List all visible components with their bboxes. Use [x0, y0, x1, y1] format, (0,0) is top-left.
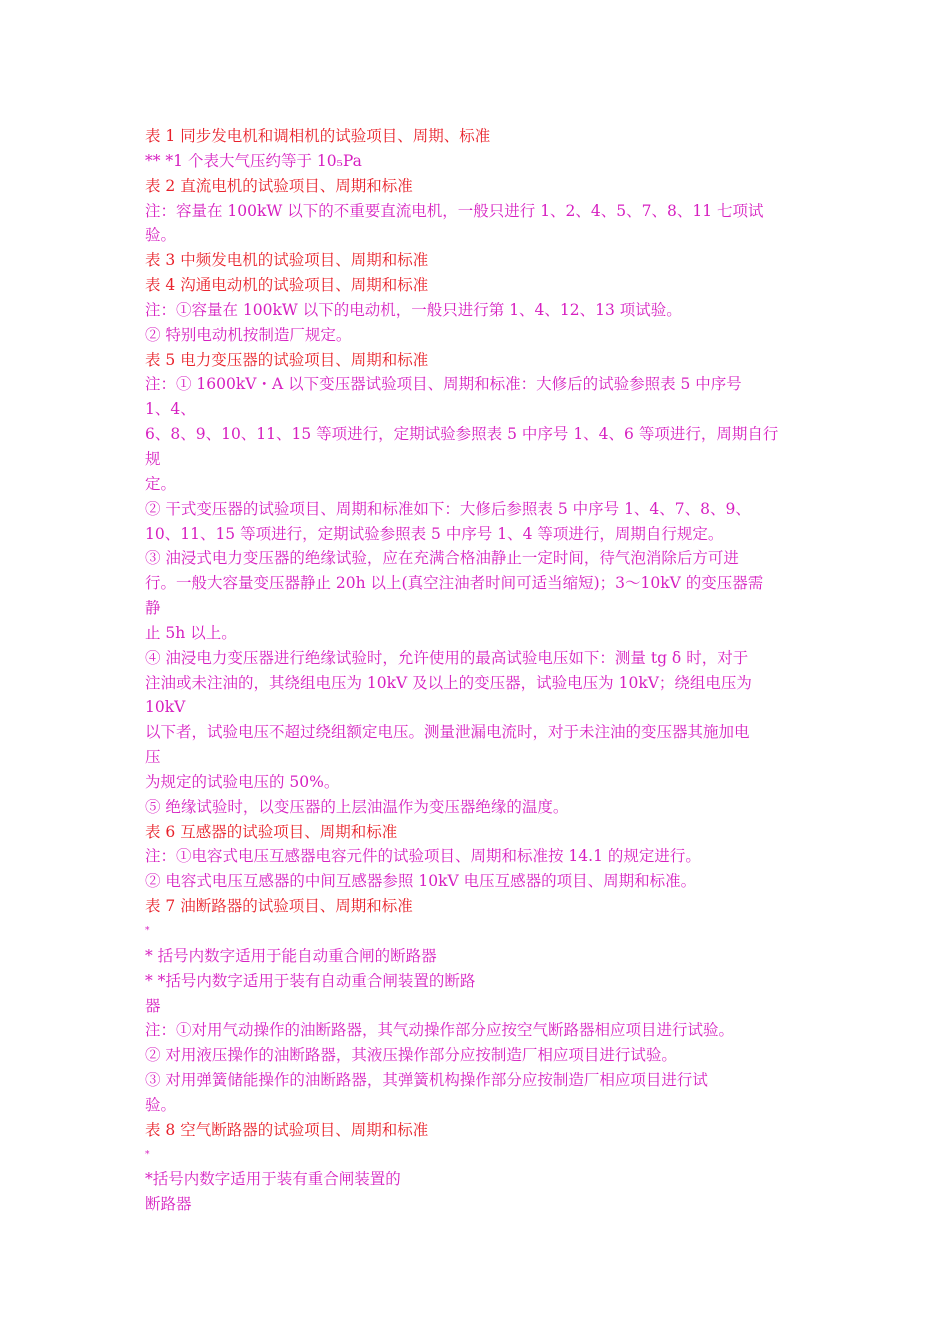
table-heading-line: 表 7 油断路器的试验项目、周期和标准 — [145, 897, 413, 916]
note-text-line: 器 — [145, 996, 161, 1015]
note-text-line: 以下者，试验电压不超过绕组额定电压。测量泄漏电流时，对于未注油的变压器其施加电 — [145, 723, 750, 742]
note-text-line: *括号内数字适用于装有重合闸装置的 — [145, 1170, 401, 1189]
note-text-line: 注：① 1600kV・A 以下变压器试验项目、周期和标准：大修后的试验参照表 5 中序号 — [145, 375, 742, 394]
note-text-line: ② 电容式电压互感器的中间互感器参照 10kV 电压互感器的项目、周期和标准。 — [145, 872, 697, 891]
note-text-line: 规 — [145, 449, 161, 468]
note-text-line: 注：容量在 100kW 以下的不重要直流电机，一般只进行 1、2、4、5、7、8、11 七项试 — [145, 201, 764, 220]
note-text-line: 验。 — [145, 226, 177, 245]
note-text-line: ② 干式变压器的试验项目、周期和标准如下：大修后参照表 5 中序号 1、4、7、8、9、 — [145, 499, 751, 518]
note-text-line: 10、11、15 等项进行，定期试验参照表 5 中序号 1、4 等项进行，周期自行规定。 — [145, 524, 724, 543]
note-text-line: * 括号内数字适用于能自动重合闸的断路器 — [145, 946, 437, 965]
note-text-line: 6、8、9、10、11、15 等项进行，定期试验参照表 5 中序号 1、4、6 等项进行，周期自行 — [145, 425, 779, 444]
note-text-line: * — [145, 1149, 150, 1160]
table-heading-line: 表 6 互感器的试验项目、周期和标准 — [145, 822, 398, 841]
note-text-line: ④ 油浸电力变压器进行绝缘试验时，允许使用的最高试验电压如下：测量 tg δ 时，对于 — [145, 648, 749, 667]
note-text-line: 注：①容量在 100kW 以下的电动机，一般只进行第 1、4、12、13 项试验。 — [145, 300, 682, 319]
table-heading-line: 表 3 中频发电机的试验项目、周期和标准 — [145, 251, 429, 270]
note-text-line: ② 对用液压操作的油断路器，其液压操作部分应按制造厂相应项目进行试验。 — [145, 1046, 677, 1065]
note-text-line: 为规定的试验电压的 50%。 — [145, 772, 340, 791]
note-text-line: ⑤ 绝缘试验时，以变压器的上层油温作为变压器绝缘的温度。 — [145, 797, 569, 816]
note-text-line: * *括号内数字适用于装有自动重合闸装置的断路 — [145, 971, 476, 990]
table-heading-line: 表 1 同步发电机和调相机的试验项目、周期、标准 — [145, 127, 491, 145]
note-text-line: 10kV — [145, 698, 186, 717]
note-text-line: ③ 对用弹簧储能操作的油断路器，其弹簧机构操作部分应按制造厂相应项目进行试 — [145, 1071, 708, 1090]
note-text-line: 行。一般大容量变压器静止 20h 以上(真空注油者时间可适当缩短)；3～10kV 的变压器需 — [145, 574, 764, 593]
note-text-line: 注油或未注油的，其绕组电压为 10kV 及以上的变压器，试验电压为 10kV；绕组电压为 — [145, 673, 752, 692]
note-text-line: * — [145, 926, 150, 936]
table-heading-line: 表 4 沟通电动机的试验项目、周期和标准 — [145, 276, 429, 295]
table-heading-line: 表 8 空气断路器的试验项目、周期和标准 — [145, 1120, 429, 1139]
note-text-line: 注：①电容式电压互感器电容元件的试验项目、周期和标准按 14.1 的规定进行。 — [145, 847, 701, 866]
note-text-line: ** *1 个表大气压约等于 10₅Pa — [145, 151, 362, 170]
note-text-line: 静 — [145, 599, 161, 618]
note-text-line: 止 5h 以上。 — [145, 623, 237, 642]
note-text-line: 断路器 — [145, 1195, 192, 1214]
note-text-line: 定。 — [145, 474, 177, 493]
note-text-line: 1、4、 — [145, 400, 196, 419]
table-heading-line: 表 2 直流电机的试验项目、周期和标准 — [145, 176, 413, 195]
table-heading-line: 表 5 电力变压器的试验项目、周期和标准 — [145, 350, 429, 369]
note-text-line: 验。 — [145, 1095, 177, 1114]
note-text-line: 压 — [145, 748, 161, 767]
document-body — [145, 124, 810, 1217]
note-text-line: 注：①对用气动操作的油断路器，其气动操作部分应按空气断路器相应项目进行试验。 — [145, 1021, 735, 1040]
note-text-line: ② 特别电动机按制造厂规定。 — [145, 325, 352, 344]
note-text-line: ③ 油浸式电力变压器的绝缘试验，应在充满合格油静止一定时间，待气泡消除后方可进 — [145, 549, 739, 568]
